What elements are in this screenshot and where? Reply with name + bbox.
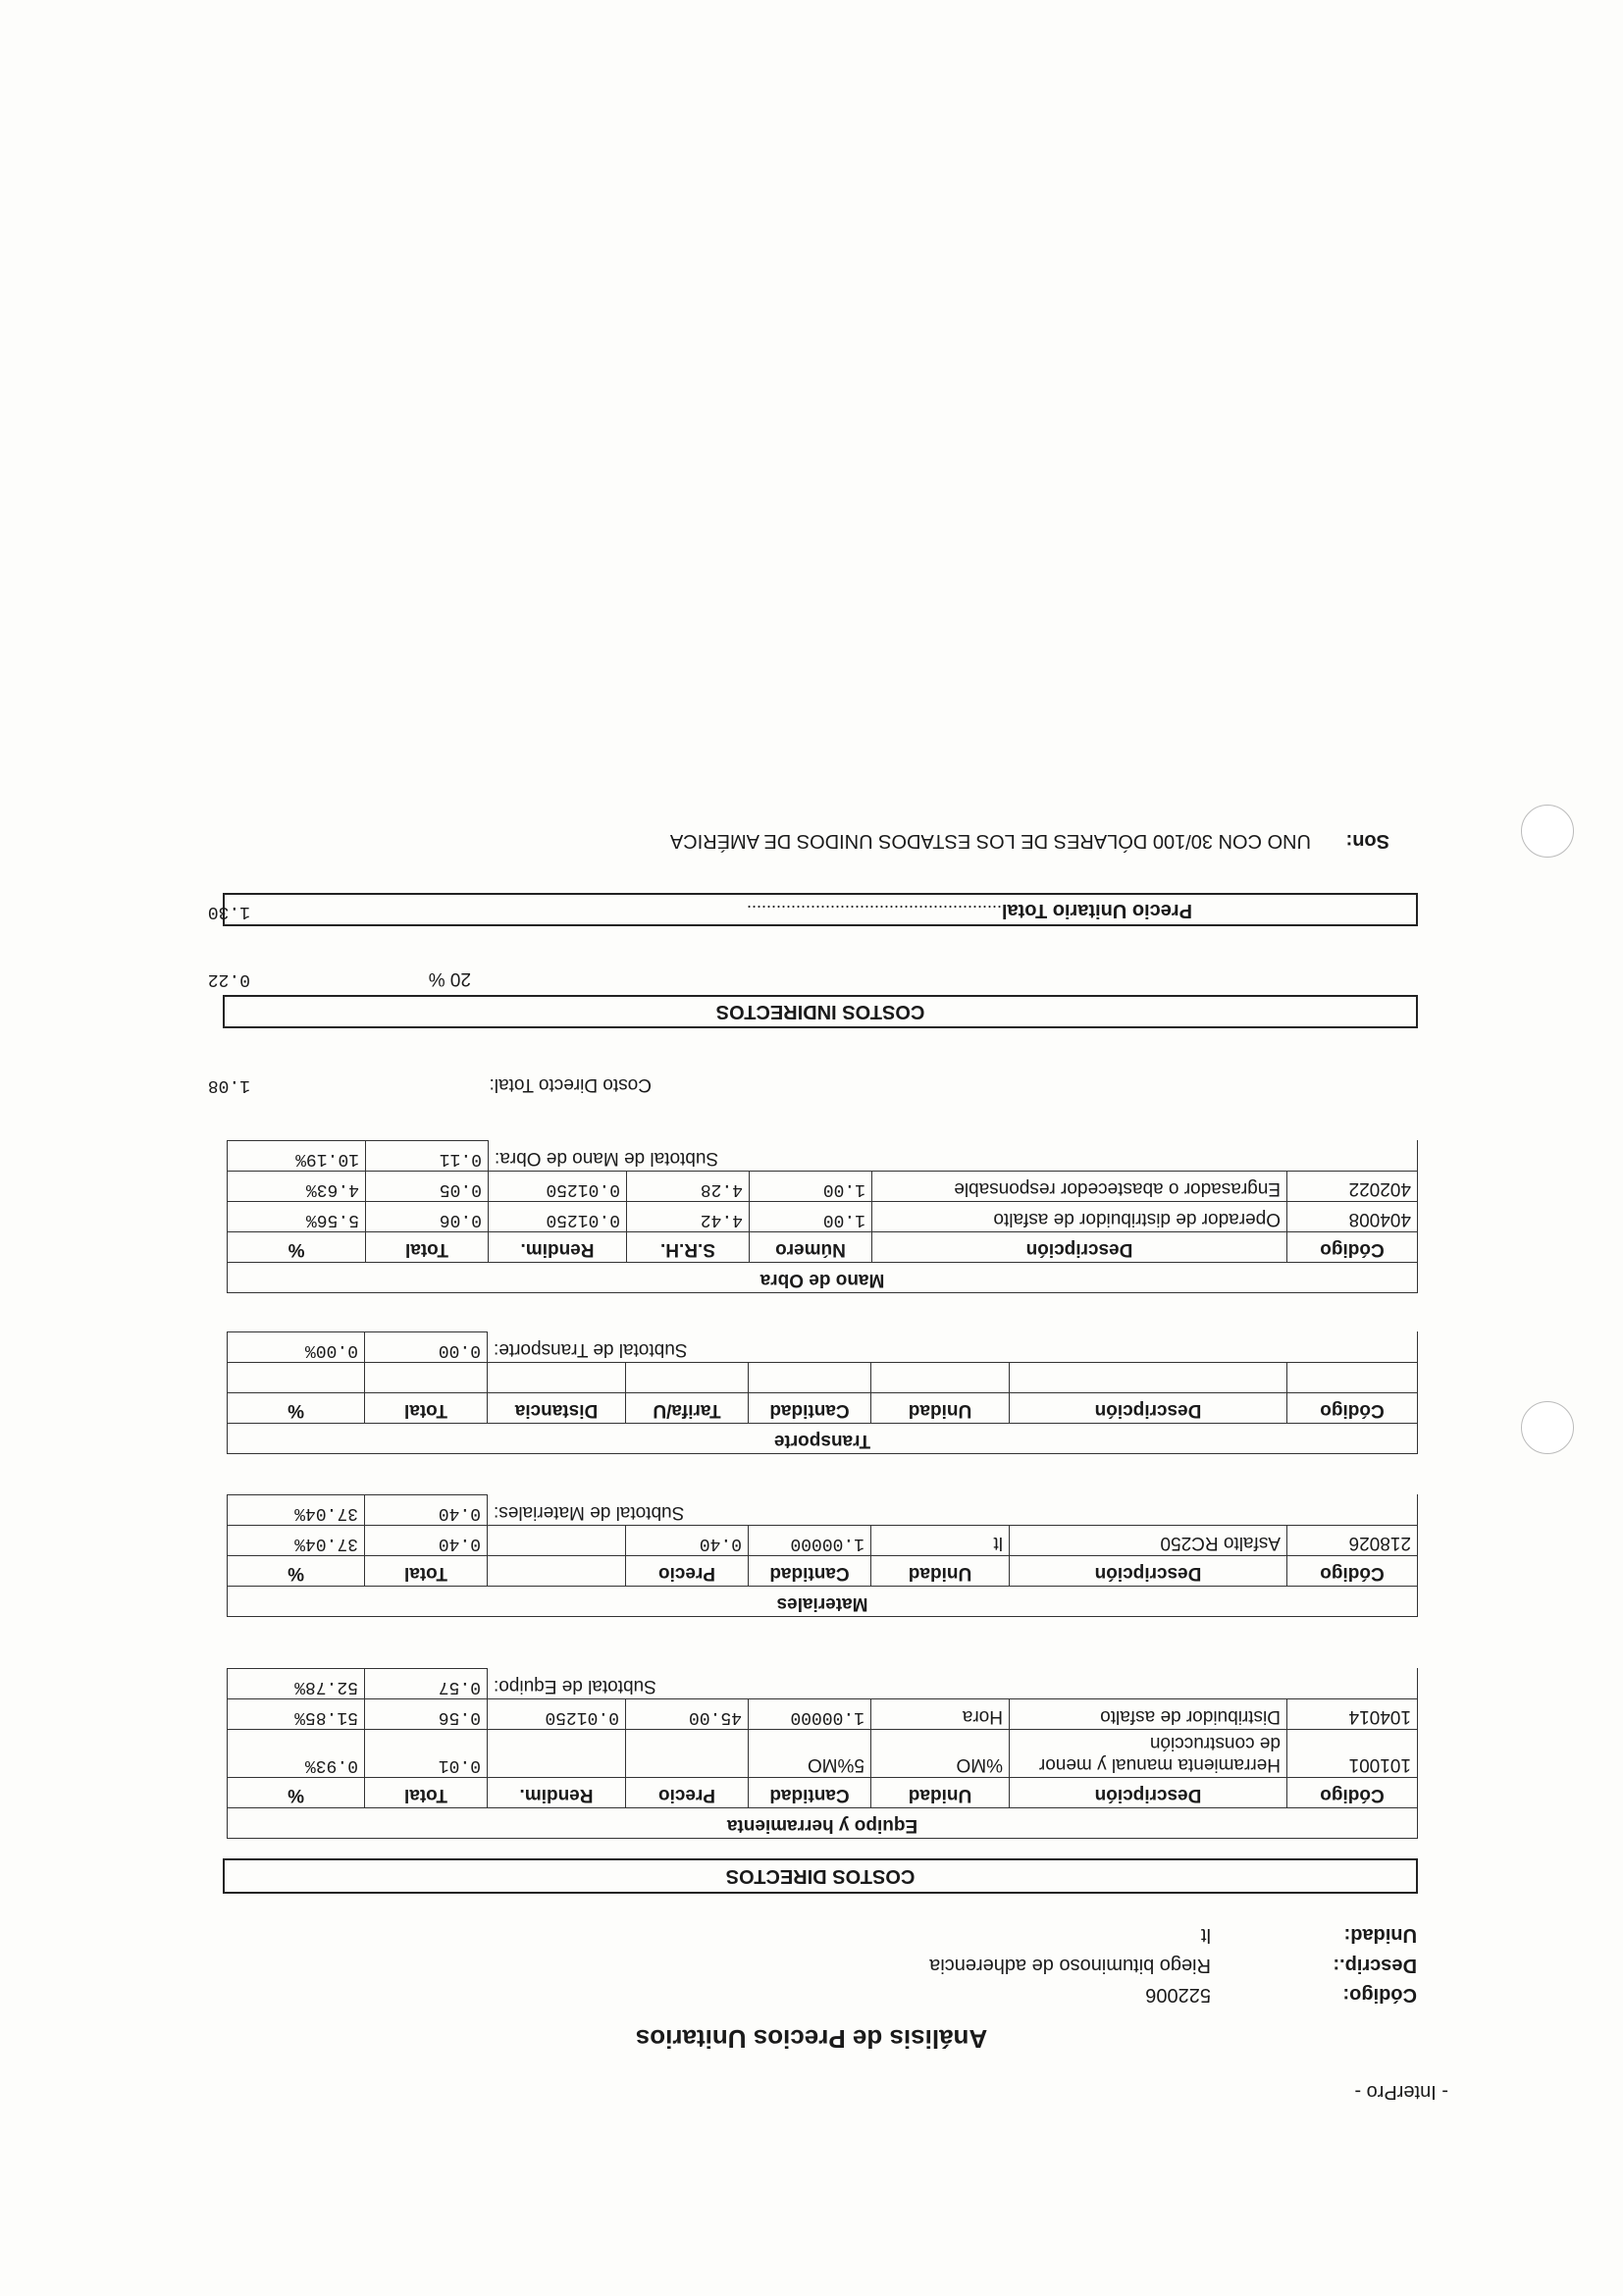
precio-unitario-dots: ...................................................... bbox=[746, 902, 1012, 921]
equipo-subtotal: 0.57 bbox=[365, 1669, 488, 1699]
brand-label: - InterPro - bbox=[1354, 2081, 1448, 2103]
mo-subtotal: 0.11 bbox=[366, 1141, 489, 1172]
equipo-header-unidad: Unidad bbox=[871, 1778, 1010, 1808]
equipo-header-pct: % bbox=[228, 1778, 365, 1808]
costo-directo-value: 1.08 bbox=[207, 1075, 250, 1095]
cell: Distribuidor de asfalto bbox=[1010, 1699, 1287, 1730]
mat-header-pct: % bbox=[228, 1556, 365, 1587]
cell: 0.01250 bbox=[488, 1699, 626, 1730]
cell: 0.01250 bbox=[489, 1202, 627, 1232]
cell: 37.04% bbox=[228, 1526, 365, 1556]
cell: 1.00000 bbox=[749, 1526, 871, 1556]
punch-hole-icon bbox=[1521, 1401, 1574, 1454]
equipo-header-codigo: Código bbox=[1287, 1778, 1418, 1808]
tr-header-pct: % bbox=[228, 1393, 365, 1424]
mat-header-descripcion: Descripción bbox=[1010, 1556, 1287, 1587]
cell: 0.93% bbox=[228, 1730, 365, 1778]
cell: 0.05 bbox=[366, 1172, 489, 1202]
mat-subtotal-label: Subtotal de Materiales: bbox=[488, 1495, 1418, 1526]
precio-unitario-box bbox=[207, 893, 1418, 926]
cell: %MO bbox=[871, 1730, 1010, 1778]
cell: 0.01250 bbox=[489, 1172, 627, 1202]
precio-unitario-label: Precio Unitario Total bbox=[1001, 900, 1192, 921]
mat-header-cantidad: Cantidad bbox=[749, 1556, 871, 1587]
mat-header-unidad: Unidad bbox=[871, 1556, 1010, 1587]
tr-header-descripcion: Descripción bbox=[1010, 1393, 1287, 1424]
costos-directos-box: COSTOS DIRECTOS bbox=[223, 1858, 1418, 1894]
mano-obra-title: Mano de Obra bbox=[228, 1263, 1418, 1293]
mo-header-codigo: Código bbox=[1287, 1232, 1418, 1263]
descrip-label: Descrip.: bbox=[1333, 1955, 1417, 1976]
mat-header-empty bbox=[488, 1556, 626, 1587]
tr-header-tarifa: Tarifa/U bbox=[626, 1393, 749, 1424]
tr-subtotal-label: Subtotal de Transporte: bbox=[488, 1332, 1418, 1363]
cell: 0.56 bbox=[365, 1699, 488, 1730]
cell: 4.28 bbox=[627, 1172, 750, 1202]
cell: 5%MO bbox=[749, 1730, 871, 1778]
mo-header-srh: S.R.H. bbox=[627, 1232, 750, 1263]
son-label: Son: bbox=[1345, 830, 1389, 852]
table-row bbox=[228, 1730, 1418, 1778]
table-row bbox=[228, 1202, 1418, 1232]
cell: 104014 bbox=[1287, 1699, 1418, 1730]
cell: 4.63% bbox=[228, 1172, 366, 1202]
costos-indirectos-box: COSTOS INDIRECTOS bbox=[223, 995, 1418, 1028]
table-row bbox=[228, 1699, 1418, 1730]
cell bbox=[488, 1730, 626, 1778]
mat-subtotal-pct: 37.04% bbox=[228, 1495, 365, 1526]
cell: 51.85% bbox=[228, 1699, 365, 1730]
page-title: Análisis de Precios Unitarios bbox=[635, 2024, 988, 2054]
cell: 1.00 bbox=[750, 1172, 872, 1202]
mat-subtotal: 0.40 bbox=[365, 1495, 488, 1526]
precio-unitario-value: 1.30 bbox=[207, 902, 250, 921]
equipo-header-rendim: Rendim. bbox=[488, 1778, 626, 1808]
materiales-table bbox=[227, 1494, 1418, 1617]
equipo-header-precio: Precio bbox=[626, 1778, 749, 1808]
tr-header-codigo: Código bbox=[1287, 1393, 1418, 1424]
cell: Asfalto RC250 bbox=[1010, 1526, 1287, 1556]
cell: Hora bbox=[871, 1699, 1010, 1730]
mo-subtotal-pct: 10.19% bbox=[228, 1141, 366, 1172]
cell: 218026 bbox=[1287, 1526, 1418, 1556]
codigo-label: Código: bbox=[1342, 1984, 1417, 2006]
equipo-subtotal-pct: 52.78% bbox=[228, 1669, 365, 1699]
tr-subtotal-pct: 0.00% bbox=[228, 1332, 365, 1363]
cell: 45.00 bbox=[626, 1699, 749, 1730]
equipo-header-descripcion: Descripción bbox=[1010, 1778, 1287, 1808]
tr-header-unidad: Unidad bbox=[871, 1393, 1010, 1424]
cell: 404008 bbox=[1287, 1202, 1418, 1232]
mat-header-codigo: Código bbox=[1287, 1556, 1418, 1587]
cell: 0.40 bbox=[365, 1526, 488, 1556]
cell: 0.06 bbox=[366, 1202, 489, 1232]
tr-subtotal: 0.00 bbox=[365, 1332, 488, 1363]
mano-obra-table bbox=[227, 1140, 1418, 1293]
cell: Engrasador o abastecedor responsable bbox=[872, 1172, 1287, 1202]
table-row bbox=[228, 1526, 1418, 1556]
cell: 0.40 bbox=[626, 1526, 749, 1556]
cell bbox=[626, 1730, 749, 1778]
materiales-title: Materiales bbox=[228, 1587, 1418, 1617]
cell: 1.00000 bbox=[749, 1699, 871, 1730]
mat-header-total: Total bbox=[365, 1556, 488, 1587]
table-row bbox=[228, 1172, 1418, 1202]
cell: Herramienta manual y menor de construcción bbox=[1010, 1730, 1287, 1778]
tr-header-cantidad: Cantidad bbox=[749, 1393, 871, 1424]
cell: 0.01 bbox=[365, 1730, 488, 1778]
indirecto-value: 0.22 bbox=[207, 969, 250, 989]
unidad-value: lt bbox=[1201, 1924, 1211, 1946]
equipo-header-cantidad: Cantidad bbox=[749, 1778, 871, 1808]
equipo-table bbox=[227, 1668, 1418, 1839]
equipo-subtotal-label: Subtotal de Equipo: bbox=[488, 1669, 1418, 1699]
cell bbox=[488, 1526, 626, 1556]
transporte-table bbox=[227, 1331, 1418, 1454]
indirecto-pct: 20 % bbox=[428, 968, 471, 989]
cell: 5.56% bbox=[228, 1202, 366, 1232]
punch-hole-icon bbox=[1521, 805, 1574, 858]
mo-header-rendim: Rendim. bbox=[489, 1232, 627, 1263]
cell: 101001 bbox=[1287, 1730, 1418, 1778]
descrip-value: Riego bituminoso de adherencia bbox=[929, 1955, 1211, 1976]
cell: 4.42 bbox=[627, 1202, 750, 1232]
transporte-title: Transporte bbox=[228, 1424, 1418, 1454]
tr-header-distancia: Distancia bbox=[488, 1393, 626, 1424]
mo-header-total: Total bbox=[366, 1232, 489, 1263]
mo-subtotal-label: Subtotal de Mano de Obra: bbox=[489, 1141, 1418, 1172]
unidad-label: Unidad: bbox=[1343, 1924, 1417, 1946]
son-text: UNO CON 30/100 DÓLARES DE LOS ESTADOS UNIDOS DE AMÉRICA bbox=[669, 830, 1311, 852]
mo-header-numero: Número bbox=[750, 1232, 872, 1263]
tr-header-total: Total bbox=[365, 1393, 488, 1424]
cell: 402022 bbox=[1287, 1172, 1418, 1202]
cell: 1.00 bbox=[750, 1202, 872, 1232]
mo-header-descripcion: Descripción bbox=[872, 1232, 1287, 1263]
cell: lt bbox=[871, 1526, 1010, 1556]
mo-header-pct: % bbox=[228, 1232, 366, 1263]
equipo-header-total: Total bbox=[365, 1778, 488, 1808]
cell: Operador de distribuidor de asfalto bbox=[872, 1202, 1287, 1232]
equipo-title: Equipo y herramienta bbox=[228, 1808, 1418, 1839]
table-row bbox=[228, 1363, 1418, 1393]
codigo-value: 522006 bbox=[1145, 1984, 1211, 2006]
mat-header-precio: Precio bbox=[626, 1556, 749, 1587]
costo-directo-label: Costo Directo Total: bbox=[489, 1074, 652, 1095]
